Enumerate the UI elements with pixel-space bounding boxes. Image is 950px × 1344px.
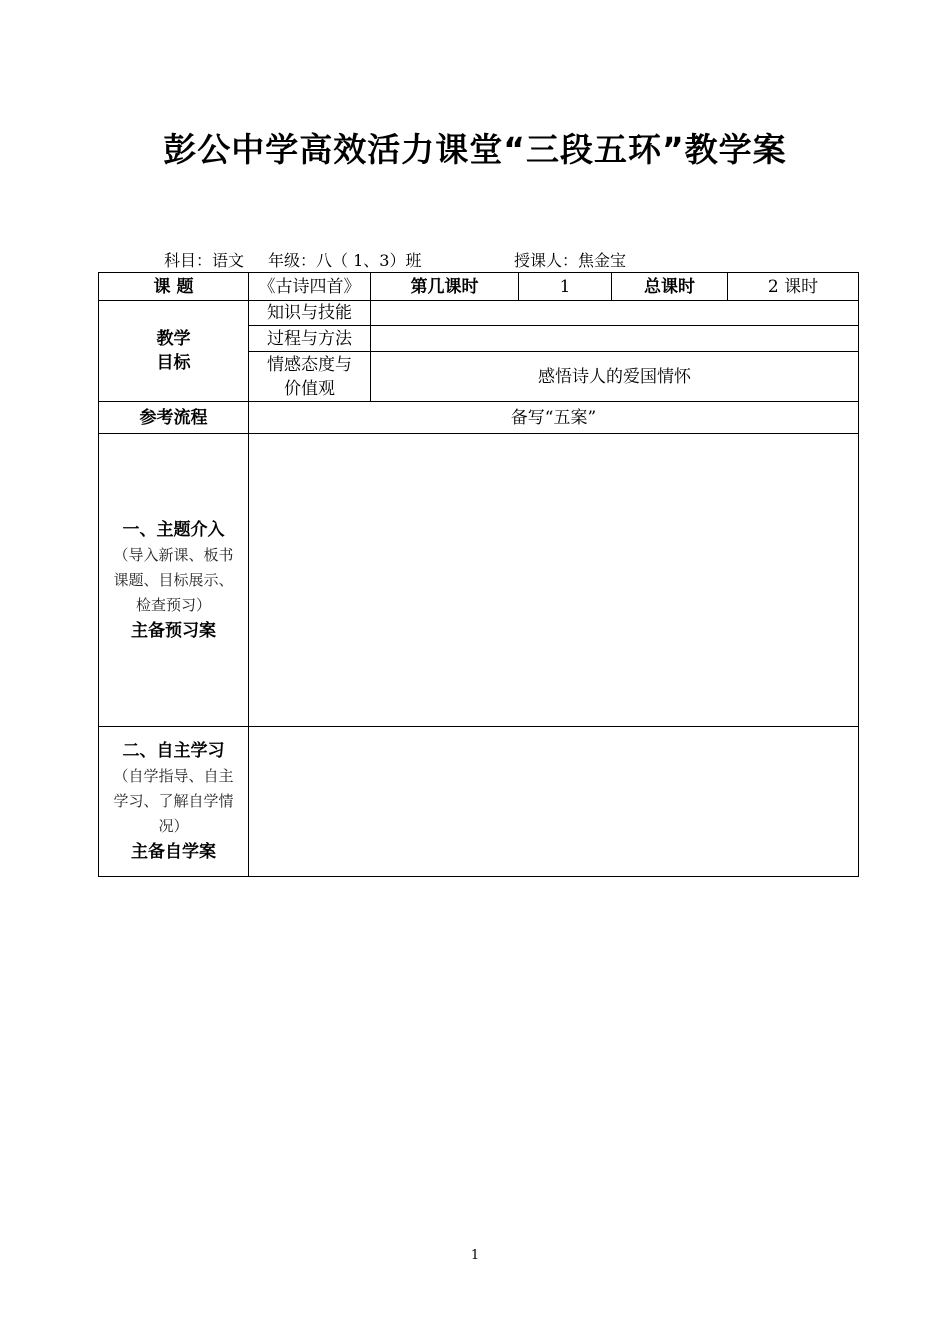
stage-row-1 xyxy=(99,434,859,727)
grade-label: 年级：八（ 1、3）班 xyxy=(268,251,422,270)
document-title: 彭公中学高效活力课堂“三段五环”教学案 xyxy=(163,130,787,169)
stage-2-content xyxy=(249,727,859,877)
stage-2-desc-line1: （自学指导、自主 xyxy=(113,767,234,785)
goal-row-knowledge xyxy=(99,301,859,326)
total-lessons-value: 2 课时 xyxy=(728,273,859,301)
goal-emotion-label-line1: 情感态度与 xyxy=(267,354,352,375)
goal-emotion-label xyxy=(249,352,371,402)
goal-process-value xyxy=(371,326,859,352)
stage-1-desc-line2: 课题、目标展示、 xyxy=(113,570,234,589)
goal-emotion-value: 感悟诗人的爱国情怀 xyxy=(371,352,859,402)
stage-1-role: 主备预习案 xyxy=(131,620,216,641)
stage-1-heading: 一、主题介入 xyxy=(122,519,225,540)
teacher-label: 授课人：焦金宝 xyxy=(514,251,627,270)
topic-label: 课 题 xyxy=(99,273,249,301)
teaching-goals-label xyxy=(99,301,249,402)
teaching-goals-label-line2: 目标 xyxy=(156,353,191,373)
goal-knowledge-value xyxy=(371,301,859,326)
total-lessons-label: 总课时 xyxy=(612,273,728,301)
stage-1-label xyxy=(99,434,249,727)
stage-row-2 xyxy=(99,727,859,877)
reference-flow-label: 参考流程 xyxy=(99,402,249,434)
goal-knowledge-label: 知识与技能 xyxy=(249,301,371,326)
topic-value: 《古诗四首》 xyxy=(249,273,371,301)
teaching-goals-label-line1: 教学 xyxy=(156,329,191,349)
reference-flow-value: 备写“五案” xyxy=(249,402,859,434)
stage-2-desc-line3: 况） xyxy=(158,817,189,835)
stage-2-role: 主备自学案 xyxy=(131,842,216,862)
topic-row xyxy=(99,273,859,301)
stage-1-desc-line3: 检查预习） xyxy=(135,595,211,614)
flow-row xyxy=(99,402,859,434)
lesson-number-label: 第几课时 xyxy=(371,273,519,301)
stage-2-desc-line2: 学习、了解自学情 xyxy=(113,792,234,810)
subject-label: 科目：语文 xyxy=(164,251,245,270)
stage-1-content xyxy=(249,434,859,727)
stage-1-desc-line1: （导入新课、板书 xyxy=(113,545,234,564)
lesson-number-value: 1 xyxy=(519,273,612,301)
goal-emotion-label-line2: 价值观 xyxy=(284,378,335,399)
stage-2-heading: 二、自主学习 xyxy=(122,741,225,761)
stage-2-label xyxy=(99,727,249,877)
lesson-plan-table xyxy=(98,272,859,877)
goal-process-label: 过程与方法 xyxy=(249,326,371,352)
page-number: 1 xyxy=(470,1248,480,1263)
